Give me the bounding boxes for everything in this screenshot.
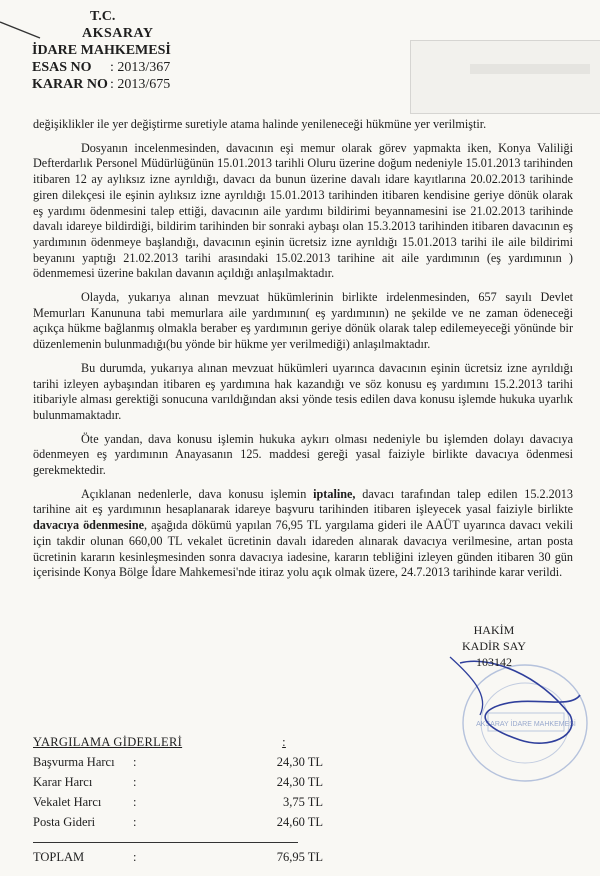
- cost-label: Başvurma Harcı: [33, 755, 115, 769]
- header-court: İDARE MAHKEMESİ: [32, 43, 171, 58]
- cost-row: [33, 772, 323, 792]
- cost-amount: 24,30 TL: [276, 755, 323, 769]
- seal-text: AKSARAY İDARE MAHKEMESİ: [476, 721, 576, 728]
- judge-title: HAKİM: [473, 623, 515, 637]
- cost-amount: 24,60 TL: [276, 815, 323, 829]
- esas-no-label: ESAS NO: [32, 60, 92, 75]
- cost-rows: [33, 752, 323, 832]
- paragraph-4: Öte yandan, dava konusu işlemin hukuka aykırı olması nedeniyle bu işlemden dolayı davacıya ödenmeyen eş yardımının Anayasanın 125. maddesi gereği yasal faiziyle birlikte davacıya ödenmesi gerekmektedir.: [33, 431, 573, 478]
- judge-number: 103142: [475, 655, 512, 669]
- p5-odenme: davacıya ödenmesine: [33, 518, 145, 533]
- decision-body: [33, 117, 573, 589]
- cost-colon: :: [133, 815, 137, 829]
- total-divider: [33, 842, 298, 843]
- p5-text-b: davacı tarafından talep edilen 15.2.2013 tarihine ait eş yardımının hesaplanarak idareye başvuru tarihinden itibaren işleyecek yasal faiziyle birlikte: [33, 486, 573, 517]
- costs-title-colon: :: [282, 735, 286, 749]
- cost-row: [33, 812, 323, 832]
- total-label: TOPLAM: [33, 850, 85, 864]
- costs-title: YARGILAMA GİDERLERİ: [33, 735, 183, 749]
- costs-title-line: [33, 735, 323, 750]
- judge-signature-block: [462, 622, 526, 670]
- cost-row: [33, 752, 323, 772]
- header-tc: T.C.: [90, 9, 116, 24]
- cost-amount: 24,30 TL: [276, 775, 323, 789]
- karar-no-label: KARAR NO: [32, 77, 108, 92]
- p5-text-a: Açıklanan nedenlerle, dava konusu işlemin: [81, 486, 314, 501]
- total-row: [33, 847, 323, 867]
- esas-no-line: [32, 59, 171, 76]
- cost-label: Karar Harcı: [33, 775, 93, 789]
- p5-text-c: , aşağıda dökümü yapılan 76,95 TL yargılama gideri ile AAÜT uyarınca davacı vekili için takdir olunan 660,00 TL vekalet ücretinin davalı idareden alınarak davacıya verilmesine, artan posta ücretinin kararın kesinleşmesinden sonra davacıya iadesine, kararın tebliğini izleyen günden itibaren 30 gün içerisinde Konya Bölge İdare Mahkemesi'nde itiraz yolu açık olmak üzere, 24.7.2013 tarihinde karar verildi.: [33, 518, 573, 580]
- cost-colon: :: [133, 775, 137, 789]
- court-seal: [430, 655, 590, 785]
- karar-no-value: : 2013/675: [110, 77, 171, 92]
- header-city: AKSARAY: [82, 26, 154, 41]
- cost-colon: :: [133, 755, 137, 769]
- paragraph-5: [33, 487, 573, 581]
- faint-stamp-text-mark: [470, 64, 590, 74]
- cost-label: Vekalet Harcı: [33, 795, 102, 809]
- cost-amount: 3,75 TL: [282, 795, 323, 809]
- court-header: [32, 8, 171, 93]
- cost-row: [33, 792, 323, 812]
- karar-no-line: [32, 76, 171, 93]
- p5-iptal: iptaline,: [313, 486, 356, 501]
- paragraph-2: Olayda, yukarıya alınan mevzuat hükümlerinin birlikte irdelenmesinden, 657 sayılı Devlet Memurları Kanununa tabi memurlara aile yardımının( eş yardımının) ne şekilde ve ne zaman ödeneceği açıkça hükme bağlanmış olmakla beraber eş yardımının geriye dönük olarak talep edilemeyeceği yönünde bir düzenlemenin bulunmadığı(bu yönde bir hükme yer verilmediği) anlaşılmaktadır.: [33, 290, 573, 352]
- judge-name: KADİR SAY: [462, 639, 526, 653]
- court-costs: [33, 735, 323, 867]
- paragraph-0: değişiklikler ile yer değiştirme suretiyle atama halinde yenileneceği hükmüne yer verilmiştir.: [33, 117, 487, 131]
- total-amount: 76,95 TL: [276, 850, 323, 864]
- esas-no-value: : 2013/367: [110, 60, 171, 75]
- cost-label: Posta Gideri: [33, 815, 96, 829]
- cost-colon: :: [133, 795, 137, 809]
- total-colon: :: [133, 850, 137, 864]
- paragraph-3: Bu durumda, yukarıya alınan mevzuat hükümleri uyarınca davacının eşinin ücretsiz izne ayrıldığı tarihi izleyen aybaşından itibaren eş yardımına hak kazandığı ve söz konusu eş yardımını 15.2.2013 tarihi itibariyle alması gerektiği sonucuna varıldığından aksi yönde tesis edilen dava konusu işlemde hukuka uyarlık bulunmamaktadır.: [33, 360, 573, 422]
- paragraph-1: Dosyanın incelenmesinden, davacının eşi memur olarak görev yapmakta iken, Konya Valiliği Defterdarlık Personel Müdürlüğünün 15.01.2013 tarihli Oluru üzerine doğum nedeniyle 15.01.2013 tarihinden itibaren 12 ay aylıksız izne ayrıldığı, davacı da bunun üzerine davalı idare kayıtlarına 20.02.2013 tarihinde giren dilekçesi ile eşinin aylıksız izne ayrıldığı 15.01.2013 tarihinden itibaren kendisine geriye dönük olarak eş yardımı ödenmesini talep ettiği, davacının aile yardımı bildirimi beyannamesini ise 21.02.2013 tarihinde davalı idareye bildirdiği, bildirim tarihinden bir sonraki aybaşı olan 15.3.2013 tarihinden itibaren davacının eş yardımının ödenmeye başlandığı, davacının eşinin ücretsiz izne ayrıldığı 15.01.2013 tarihi ile aile bildirimi beyanını yaptığı 21.02.2013 tarihi arasındaki 15.02.2013 tarihine ait aile yardımının (eş yardımının ) ödenmemesi üzerine bakılan davanın açıldığı anlaşılmaktadır.: [33, 140, 573, 281]
- faint-stamp-mark: [410, 40, 600, 114]
